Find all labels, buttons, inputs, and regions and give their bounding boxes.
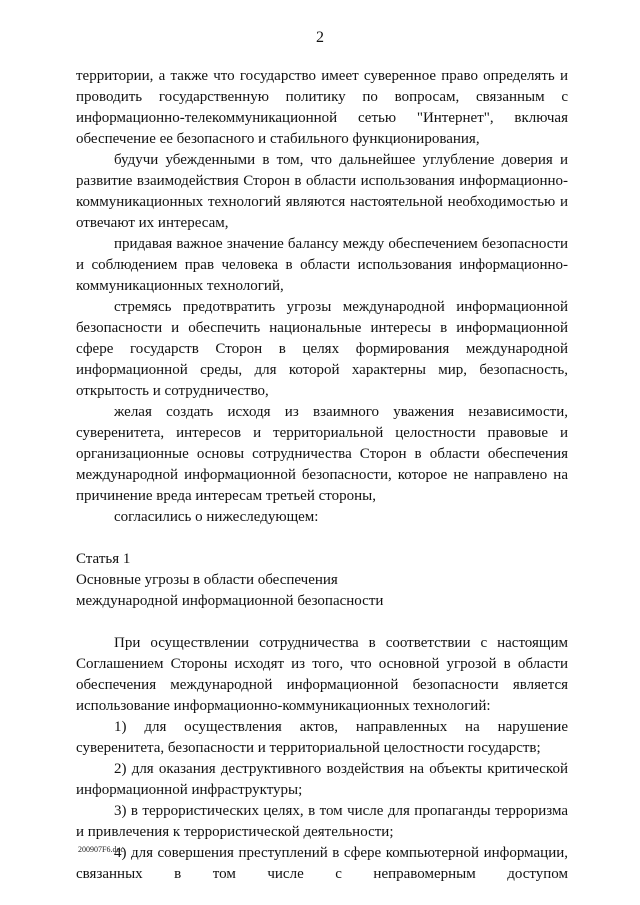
preamble-paragraph-2: будучи убежденными в том, что дальнейшее углубление доверия и развитие взаимодействия Сторон в области использования информационно-коммуникационных технологий являются настоятельной необходимостью и отвечают их интересам, — [76, 152, 568, 231]
article-item-2: 2) для оказания деструктивного воздействия на объекты критической информационной инфраструктуры; — [76, 761, 568, 798]
article-item-1: 1) для осуществления актов, направленных на нарушение суверенитета, безопасности и территориальной целостности государств; — [76, 719, 568, 756]
article-item-4: 4) для совершения преступлений в сфере компьютерной информации, связанных в том числе с неправомерным доступом — [76, 845, 568, 882]
article-intro: При осуществлении сотрудничества в соответствии с настоящим Соглашением Стороны исходят из того, что основной угрозой в области обеспечения международной информационной безопасности является использование информационно-коммуникационных технологий: — [76, 635, 568, 714]
article-title-line-1: Основные угрозы в области обеспечения — [76, 572, 338, 588]
preamble-paragraph-5: желая создать исходя из взаимного уважения независимости, суверенитета, интересов и территориальной целостности правовые и организационные основы сотрудничества Сторон в области обеспечения международной информационной безопасности, которое не направлено на причинение вреда интересам третьей стороны, — [76, 404, 568, 504]
footer-filename: 200907F6.doc — [78, 845, 124, 854]
preamble-paragraph-6: согласились о нижеследующем: — [114, 509, 319, 525]
preamble-paragraph-1: территории, а также что государство имеет суверенное право определять и проводить государственную политику по вопросам, связанным с информационно-телекоммуникационной сетью "Интернет", включая обеспечение ее безопасного и стабильного функционирования, — [76, 68, 568, 147]
article-title-line-2: международной информационной безопасности — [76, 593, 384, 609]
preamble-paragraph-3: придавая важное значение балансу между обеспечением безопасности и соблюдением прав человека в области использования информационно-коммуникационных технологий, — [76, 236, 568, 294]
page-number: 2 — [316, 29, 324, 46]
preamble-paragraph-4: стремясь предотвратить угрозы международной информационной безопасности и обеспечить национальные интересы в информационной сфере государств Сторон в целях формирования международной информационной среды, для которой характерны мир, безопасность, открытость и сотрудничество, — [76, 299, 568, 399]
section-spacer — [76, 612, 568, 633]
article-heading: Статья 1 — [76, 551, 131, 567]
article-item-3: 3) в террористических целях, в том числе для пропаганды терроризма и привлечения к террористической деятельности; — [76, 803, 568, 840]
section-spacer — [76, 528, 568, 549]
document-body — [76, 66, 568, 885]
